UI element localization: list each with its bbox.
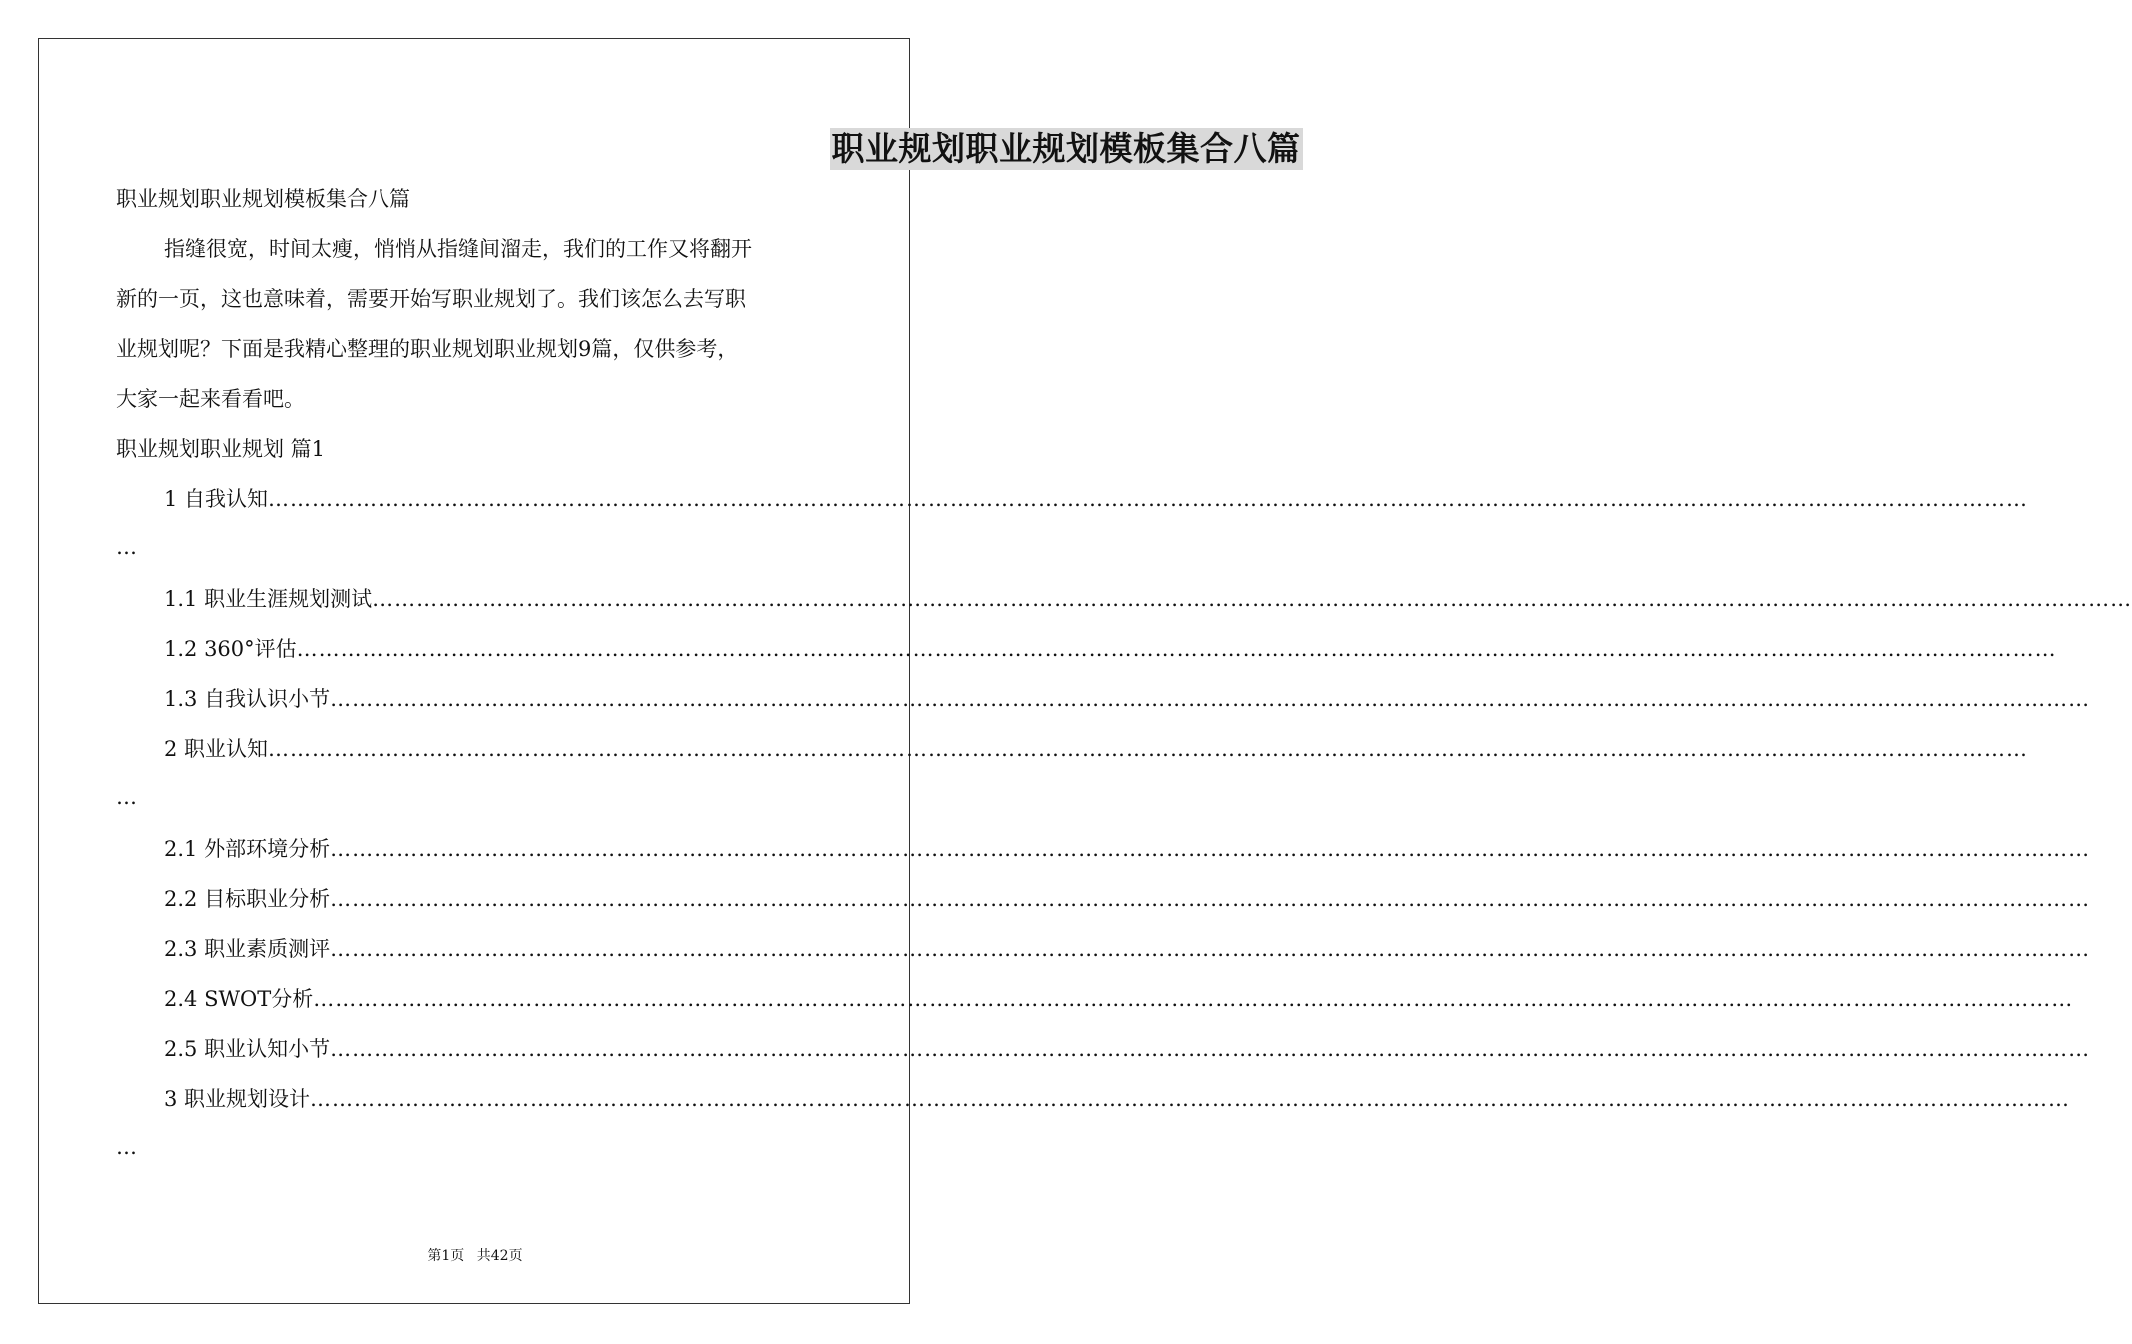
toc-entry-2-3 [164, 934, 2091, 964]
document-title: 职业规划职业规划模板集合八篇 [831, 129, 1301, 168]
toc-leader-dots: …………………………………………………………………………………………………………………………………………………………………………………………………………………… [268, 487, 2029, 511]
toc-leader-dots: …………………………………………………………………………………………………………………………………………………………………………………………………………………… [296, 637, 2057, 661]
toc-entry-label: 2.3 职业素质测评 [164, 937, 331, 961]
toc-leader-dots: …………………………………………………………………………………………………………………………………………………………………………………………………………………… [330, 687, 2091, 711]
toc-entry-label: 1.2 360°评估 [164, 637, 297, 661]
toc-entry-1-wrap: … [116, 535, 137, 559]
page-footer [0, 1246, 950, 1266]
toc-leader-dots: …………………………………………………………………………………………………………………………………………………………………………………………………………………… [330, 887, 2091, 911]
toc-entry-3 [164, 1084, 2071, 1114]
toc-entry-1-3 [164, 684, 2091, 714]
toc-leader-dots: …………………………………………………………………………………………………………………………………………………………………………………………………………………… [310, 1087, 2071, 1111]
title-wrapper [0, 128, 2132, 170]
toc-entry-label: 1 自我认知 [164, 487, 269, 511]
toc-leader-dots: …………………………………………………………………………………………………………………………………………………………………………………………………………………… [268, 737, 2029, 761]
toc-entry-2-5 [164, 1034, 2091, 1064]
toc-leader-dots: …………………………………………………………………………………………………………………………………………………………………………………………………………………… [372, 587, 2132, 611]
total-pages: 共42页 [476, 1248, 523, 1264]
section-heading: 职业规划职业规划 篇1 [116, 437, 326, 461]
toc-entry-2-4 [164, 984, 2074, 1014]
toc-entry-1 [164, 484, 2029, 514]
document-subtitle: 职业规划职业规划模板集合八篇 [116, 187, 410, 211]
toc-leader-dots: …………………………………………………………………………………………………………………………………………………………………………………………………………………… [330, 937, 2091, 961]
intro-line-4: 大家一起来看看吧。 [116, 387, 305, 411]
toc-entry-label: 1.3 自我认识小节 [164, 687, 331, 711]
intro-line-2: 新的一页，这也意味着，需要开始写职业规划了。我们该怎么去写职 [116, 287, 746, 311]
intro-line-3: 业规划呢？下面是我精心整理的职业规划职业规划9篇，仅供参考， [116, 337, 739, 361]
toc-entry-label: 2 职业认知 [164, 737, 269, 761]
toc-leader-dots: …………………………………………………………………………………………………………………………………………………………………………………………………………………… [313, 987, 2074, 1011]
toc-entry-label: 2.5 职业认知小节 [164, 1037, 331, 1061]
toc-entry-label: 2.2 目标职业分析 [164, 887, 331, 911]
toc-leader-dots: …………………………………………………………………………………………………………………………………………………………………………………………………………………… [330, 837, 2091, 861]
toc-entry-1-1 [164, 584, 2132, 614]
toc-entry-2-2 [164, 884, 2091, 914]
intro-line-1: 指缝很宽，时间太瘦，悄悄从指缝间溜走，我们的工作又将翻开 [164, 237, 752, 261]
toc-entry-2 [164, 734, 2029, 764]
toc-entry-label: 2.4 SWOT分析 [164, 987, 314, 1011]
document-page-frame [38, 38, 910, 1304]
toc-entry-label: 2.1 外部环境分析 [164, 837, 331, 861]
toc-leader-dots: …………………………………………………………………………………………………………………………………………………………………………………………………………………… [330, 1037, 2091, 1061]
toc-entry-label: 1.1 职业生涯规划测试 [164, 587, 373, 611]
toc-entry-label: 3 职业规划设计 [164, 1087, 311, 1111]
toc-entry-1-2 [164, 634, 2057, 664]
page-number: 第1页 [427, 1248, 465, 1264]
toc-entry-2-wrap: … [116, 785, 137, 809]
toc-entry-3-wrap: … [116, 1135, 137, 1159]
toc-entry-2-1 [164, 834, 2091, 864]
